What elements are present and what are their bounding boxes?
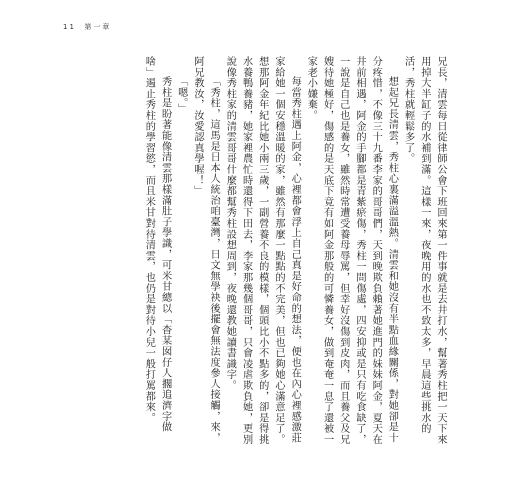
- page-body: [140, 56, 448, 448]
- page-number: 11: [63, 23, 76, 31]
- paragraph: 「秀柱，這馬是日本人統治咱臺灣，日文無學袂後擺會無法度參人接觸，來，阿兄教汝，汝愛認真學喔！」: [191, 56, 220, 444]
- paragraph: 想起兄長清雲，秀柱心裏滿溢溫熱。清雲和她沒有半點血緣關係，對她卻是十分疼惜，不像三十九番李家的哥哥們，天到晚欺負賴著她進門的妹妹阿金，夏天在井前相遇，阿金的手腳都是青紫瘀傷，秀柱一問傷處，四安抑或是只有吃食缺了，一說是自己也是養女，雖然時常遭受養母辱罵，但幸好沒傷到皮肉，而且養父及兄嫂待她極好，傷感的是天底下竟有如阿金那般的可憐養女，做到奄奄一息了還被一家老小嫌棄。: [305, 56, 398, 445]
- paragraph: 秀柱是盼著能像清雲那樣滿肚子學識，可米甘總以「杳某囡仔人擱追濟字做啥」遏止秀柱的學習慾，而且米甘對待清雲，也仍是對待小兒一般打罵都來。: [143, 56, 171, 433]
- paragraph: 「嗯。」: [175, 76, 187, 115]
- paragraph: 每當秀柱遇上阿金，心裡都會浮上自己真是好命的想法，便也在內心裡感激莊家給她一個安穩溫暖的家，雖然有那麼一點點的不完美，但也已夠她心滿意足了。想那阿金年紀比她小兩三歲，一副營養不良的模樣，個頭比小不點多的，卻是得挑水養鴨養豬，她家裡農忙時還得下田去，李家那幾個哥哥，只會凌虐欺負她，更別說像秀柱家的清雲哥哥什麼都幫秀柱設想周到，夜晚還教她讀書識字。: [224, 56, 301, 445]
- paragraph: 兄長，清雲每日從律師公會下班回來第一件事就是去井打水，幫著秀柱把一天下來用掉大半缸子的水補到滿。這樣一來，夜晚用的水也不致太多，早晨這些挑水的活，秀柱就輕鬆多了。: [402, 56, 446, 445]
- running-head: [63, 22, 111, 32]
- chapter-title: 第一章: [84, 23, 112, 31]
